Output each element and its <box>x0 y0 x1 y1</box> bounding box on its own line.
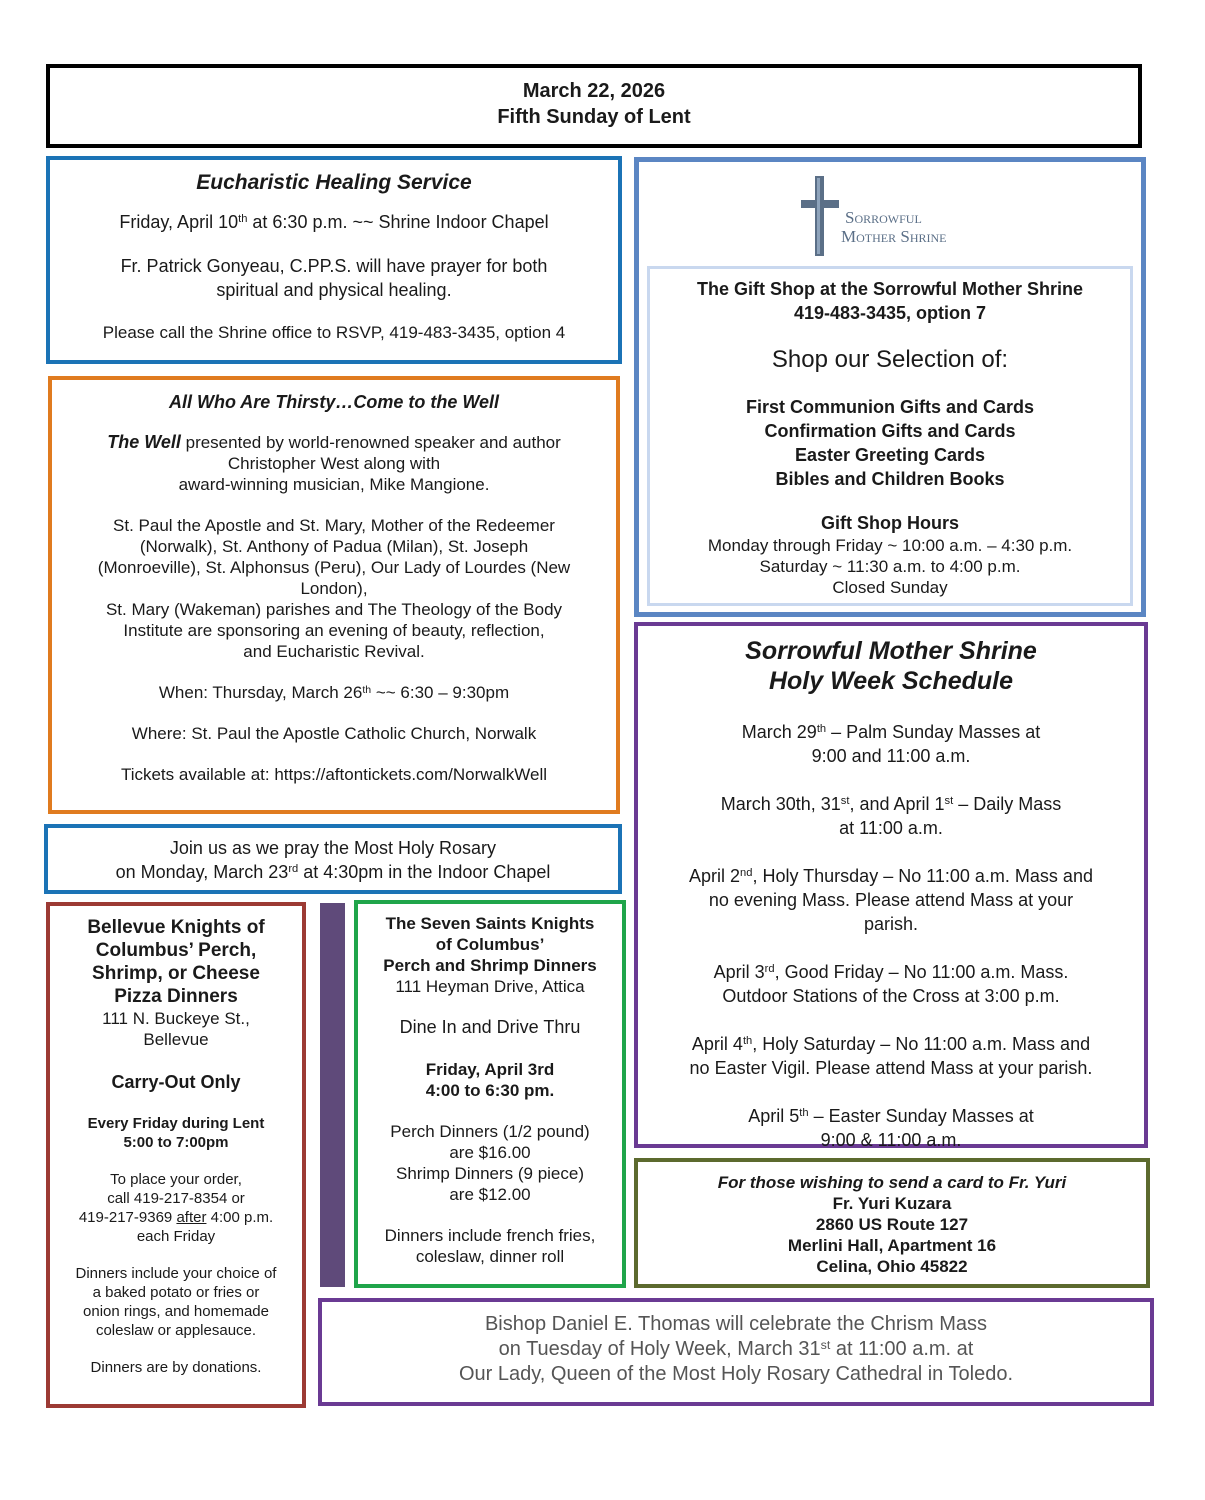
seven-includes-2: coleslaw, dinner roll <box>415 1247 565 1266</box>
bulletin-date: March 22, 2026 <box>522 80 666 102</box>
rosary-box <box>44 824 622 894</box>
yuri-address-3: Celina, Ohio 45822 <box>816 1257 968 1276</box>
healing-rsvp: Please call the Shrine office to RSVP, 419-483-3435, option 4 <box>102 323 566 342</box>
hours-title: Gift Shop Hours <box>821 513 959 533</box>
rosary-line-2: on Monday, March 23rd at 4:30pm in the Indoor Chapel <box>115 862 551 882</box>
hours-weekday: Monday through Friday ~ 10:00 a.m. – 4:30 p.m. <box>707 536 1073 555</box>
gift-shop-phone: 419-483-3435, option 7 <box>793 303 987 323</box>
well-sponsors-2: (Norwalk), St. Anthony of Padua (Milan), St. Joseph <box>139 537 529 556</box>
chrism-mass-box <box>318 1298 1154 1406</box>
seven-address: 111 Heyman Drive, Attica <box>395 977 585 996</box>
hours-saturday: Saturday ~ 11:30 a.m. to 4:00 p.m. <box>759 557 1021 576</box>
yuri-heading: For those wishing to send a card to Fr. Yuri <box>717 1173 1067 1192</box>
bellevue-address-1: 111 N. Buckeye St., <box>102 1009 250 1028</box>
well-where: Where: St. Paul the Apostle Catholic Church, Norwalk <box>131 724 537 743</box>
seven-service: Dine In and Drive Thru <box>399 1017 581 1037</box>
shop-item-2: Confirmation Gifts and Cards <box>764 421 1016 441</box>
bellevue-schedule-2: 5:00 to 7:00pm <box>123 1134 229 1151</box>
bellevue-dinners-3: onion rings, and homemade <box>83 1303 269 1320</box>
bellevue-donations: Dinners are by donations. <box>90 1359 262 1376</box>
well-intro-1: The Well presented by world-renowned speaker and author <box>107 432 561 452</box>
shop-item-4: Bibles and Children Books <box>775 469 1005 489</box>
yuri-name: Fr. Yuri Kuzara <box>832 1194 952 1213</box>
holy-thursday-line-2: no evening Mass. Please attend Mass at your <box>708 890 1074 910</box>
good-friday-line-2: Outdoor Stations of the Cross at 3:00 p.m. <box>722 986 1060 1006</box>
bellevue-dinners-1: Dinners include your choice of <box>75 1265 277 1282</box>
well-heading: All Who Are Thirsty…Come to the Well <box>168 392 500 412</box>
rosary-line-1: Join us as we pray the Most Holy Rosary <box>169 838 497 858</box>
healing-title: Eucharistic Healing Service <box>196 171 472 194</box>
bellevue-order-3: 419-217-9369 after 4:00 p.m. <box>78 1209 274 1226</box>
seven-perch-1: Perch Dinners (1/2 pound) <box>390 1122 590 1141</box>
easter-sunday-line-1: April 5th – Easter Sunday Masses at <box>748 1106 1034 1126</box>
bellevue-order-1: To place your order, <box>110 1171 242 1188</box>
well-sponsors-3: (Monroeville), St. Alphonsus (Peru), Our Lady of Lourdes (New <box>97 558 571 577</box>
bellevue-title-4: Pizza Dinners <box>114 986 238 1007</box>
daily-mass-line-1: March 30th, 31st, and April 1st – Daily Mass <box>720 794 1062 814</box>
easter-sunday-line-2: 9:00 & 11:00 a.m. <box>820 1130 962 1150</box>
healing-service-box <box>46 156 622 364</box>
seven-shrimp-1: Shrimp Dinners (9 piece) <box>395 1164 584 1183</box>
well-tickets: Tickets available at: https://aftontickets.com/NorwalkWell <box>120 765 548 784</box>
decorative-divider-bar <box>320 903 345 1287</box>
healing-body-2: spiritual and physical healing. <box>216 280 452 300</box>
holy-week-title-2: Holy Week Schedule <box>768 667 1014 695</box>
bellevue-schedule-1: Every Friday during Lent <box>87 1115 265 1132</box>
bellevue-carryout: Carry-Out Only <box>111 1072 241 1092</box>
seven-includes-1: Dinners include french fries, <box>384 1226 596 1245</box>
well-sponsors-5: St. Mary (Wakeman) parishes and The Theology of the Body <box>105 600 563 619</box>
logo-line-2: Mother Shrine <box>841 227 947 246</box>
shop-item-3: Easter Greeting Cards <box>794 445 986 465</box>
seven-title-1: The Seven Saints Knights <box>385 914 595 933</box>
holy-saturday-line-2: no Easter Vigil. Please attend Mass at your parish. <box>689 1058 1093 1078</box>
seven-title-2: of Columbus’ <box>435 935 545 954</box>
bellevue-title-3: Shrimp, or Cheese <box>92 963 260 984</box>
well-intro-3: award-winning musician, Mike Mangione. <box>178 475 490 494</box>
logo-line-1: Sorrowful <box>845 208 922 227</box>
seven-title-3: Perch and Shrimp Dinners <box>383 956 597 975</box>
holy-saturday-line-1: April 4th, Holy Saturday – No 11:00 a.m. Mass and <box>691 1034 1091 1054</box>
gift-shop-details <box>647 266 1133 606</box>
seven-time: 4:00 to 6:30 pm. <box>425 1081 555 1100</box>
well-sponsors-7: and Eucharistic Revival. <box>243 642 425 661</box>
bellevue-order-4: each Friday <box>136 1228 216 1245</box>
gift-shop-box <box>634 157 1146 617</box>
the-well-box <box>48 376 620 814</box>
healing-when: Friday, April 10th at 6:30 p.m. ~~ Shrine Indoor Chapel <box>119 212 549 232</box>
seven-shrimp-2: are $12.00 <box>449 1185 531 1204</box>
well-sponsors-6: Institute are sponsoring an evening of beauty, reflection, <box>123 621 545 640</box>
chrism-line-3: Our Lady, Queen of the Most Holy Rosary Cathedral in Toledo. <box>459 1363 1013 1385</box>
palm-sunday-line-2: 9:00 and 11:00 a.m. <box>811 746 971 766</box>
shop-item-1: First Communion Gifts and Cards <box>745 397 1035 417</box>
healing-body-1: Fr. Patrick Gonyeau, C.PP.S. will have prayer for both <box>120 256 548 276</box>
bellevue-dinners-2: a baked potato or fries or <box>92 1284 260 1301</box>
daily-mass-line-2: at 11:00 a.m. <box>839 818 943 838</box>
yuri-address-2: Merlini Hall, Apartment 16 <box>787 1236 997 1255</box>
seven-saints-box <box>354 900 626 1288</box>
yuri-address-1: 2860 US Route 127 <box>815 1215 969 1234</box>
holy-week-box <box>634 622 1148 1148</box>
bulletin-header <box>46 64 1142 148</box>
palm-sunday-line-1: March 29th – Palm Sunday Masses at <box>741 722 1041 742</box>
bellevue-knights-box <box>46 902 306 1408</box>
good-friday-line-1: April 3rd, Good Friday – No 11:00 a.m. Mass. <box>713 962 1069 982</box>
fr-yuri-box <box>634 1158 1150 1288</box>
bulletin-occasion: Fifth Sunday of Lent <box>497 106 691 128</box>
shop-heading: Shop our Selection of: <box>771 346 1009 373</box>
gift-shop-title: The Gift Shop at the Sorrowful Mother Shrine <box>697 279 1083 299</box>
bellevue-order-2: call 419-217-8354 or <box>107 1190 245 1207</box>
well-sponsors-4: London), <box>300 579 368 598</box>
well-when: When: Thursday, March 26th ~~ 6:30 – 9:30pm <box>158 683 510 702</box>
bellevue-title-2: Columbus’ Perch, <box>95 940 257 961</box>
shrine-logo <box>797 174 967 260</box>
chrism-line-2: on Tuesday of Holy Week, March 31st at 11:00 a.m. at <box>498 1337 974 1360</box>
seven-perch-2: are $16.00 <box>449 1143 531 1162</box>
bellevue-address-2: Bellevue <box>143 1030 209 1049</box>
well-sponsors-1: St. Paul the Apostle and St. Mary, Mother of the Redeemer <box>113 516 555 535</box>
holy-thursday-line-1: April 2nd, Holy Thursday – No 11:00 a.m. Mass and <box>689 866 1093 886</box>
chrism-line-1: Bishop Daniel E. Thomas will celebrate the Chrism Mass <box>484 1313 988 1335</box>
hours-sunday: Closed Sunday <box>832 578 948 597</box>
holy-week-title-1: Sorrowful Mother Shrine <box>745 637 1037 665</box>
holy-thursday-line-3: parish. <box>863 914 919 934</box>
well-intro-2: Christopher West along with <box>227 454 441 473</box>
bellevue-dinners-4: coleslaw or applesauce. <box>95 1322 257 1339</box>
seven-date: Friday, April 3rd <box>425 1060 555 1079</box>
bellevue-title-1: Bellevue Knights of <box>87 917 265 938</box>
